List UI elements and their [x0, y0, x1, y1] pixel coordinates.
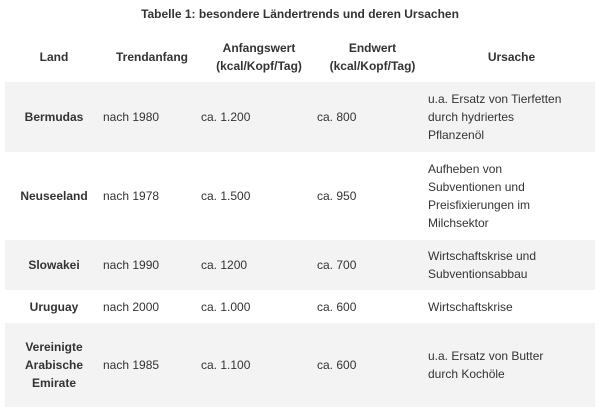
land-line: Uruguay	[29, 299, 79, 314]
column-header-endwert-title: Endwert	[348, 41, 397, 55]
land-line: Vereinigte	[25, 340, 83, 354]
ursache-line: durch hydriertes	[428, 110, 515, 124]
table-row	[5, 152, 595, 240]
ursache-line: Aufheben von	[428, 162, 503, 176]
cell-endwert: ca. 800	[317, 110, 357, 124]
table-row	[5, 82, 595, 152]
cell-endwert: ca. 700	[317, 258, 357, 272]
table-row	[5, 290, 595, 323]
ursache-line: Subventionen und	[428, 180, 525, 194]
table-header-row	[5, 32, 595, 82]
cell-anfangswert: ca. 1.000	[201, 299, 251, 314]
cell-land	[5, 152, 103, 240]
land-line: Arabische	[24, 358, 84, 372]
land-line: Emirate	[31, 376, 77, 390]
cell-endwert: ca. 600	[317, 299, 357, 314]
ursache-line: Pflanzenöl	[428, 128, 485, 142]
cell-ursache	[428, 290, 595, 323]
cell-trendanfang: nach 1985	[103, 358, 160, 372]
cell-land	[5, 240, 103, 290]
ursache-line: Preisfixierungen im	[428, 198, 531, 212]
country-trends-table	[5, 32, 595, 407]
cell-endwert: ca. 600	[317, 358, 357, 372]
column-header-trendanfang: Trendanfang	[115, 50, 188, 64]
cell-endwert: ca. 950	[317, 189, 357, 203]
cell-anfangswert: ca. 1.200	[201, 110, 251, 124]
cell-land	[5, 290, 103, 323]
cell-ursache	[428, 152, 595, 240]
cell-trendanfang: nach 1978	[103, 189, 160, 203]
cell-trendanfang: nach 2000	[103, 299, 160, 314]
ursache-line: durch Kochöle	[428, 367, 505, 381]
land-line: Neuseeland	[20, 189, 88, 203]
cell-trendanfang: nach 1980	[103, 110, 160, 124]
column-header-endwert	[317, 32, 428, 82]
cell-ursache	[428, 323, 595, 407]
column-header-ursache: Ursache	[487, 50, 536, 64]
ursache-line: Wirtschaftskrise und	[428, 249, 537, 263]
cell-trendanfang: nach 1990	[103, 258, 160, 272]
column-header-anfangswert	[201, 32, 317, 82]
cell-ursache	[428, 82, 595, 152]
land-line: Bermudas	[24, 110, 84, 124]
cell-ursache	[428, 240, 595, 290]
cell-anfangswert: ca. 1.100	[201, 358, 251, 372]
ursache-line: u.a. Ersatz von Tierfetten	[428, 92, 562, 106]
cell-anfangswert: ca. 1.500	[201, 189, 251, 203]
ursache-line: Subventionsabbau	[428, 267, 528, 281]
table-caption: Tabelle 1: besondere Ländertrends und deren Ursachen	[141, 7, 459, 21]
column-header-anfangswert-title: Anfangswert	[222, 41, 296, 55]
column-header-endwert-unit: (kcal/Kopf/Tag)	[329, 59, 416, 73]
table-row	[5, 323, 595, 407]
cell-land	[5, 323, 103, 407]
table-row	[5, 240, 595, 290]
column-header-anfangswert-unit: (kcal/Kopf/Tag)	[216, 59, 302, 73]
ursache-line: u.a. Ersatz von Butter	[428, 349, 544, 363]
cell-anfangswert: ca. 1200	[201, 258, 248, 272]
ursache-line: Milchsektor	[428, 216, 489, 230]
land-line: Slowakei	[28, 258, 80, 272]
column-header-land: Land	[39, 50, 69, 64]
cell-land	[5, 82, 103, 152]
ursache-line: Wirtschaftskrise	[428, 299, 513, 314]
